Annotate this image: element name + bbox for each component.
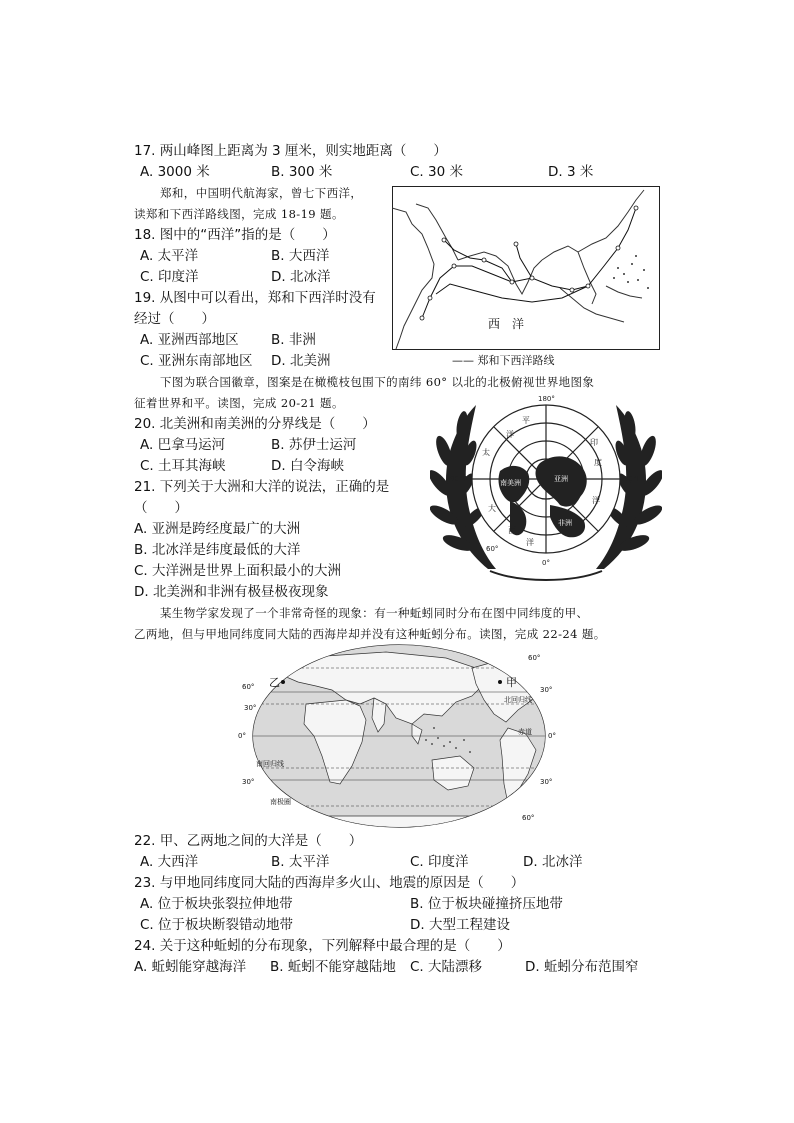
q21-stem-line1: 21. 下列关于大洲和大洋的说法，正确的是	[134, 479, 390, 495]
q21-option-c: C. 大洋洲是世界上面积最小的大洲	[134, 563, 342, 579]
q21-option-b: B. 北冰洋是纬度最低的大洋	[134, 542, 301, 558]
intro-22-line2: 乙两地，但与甲地同纬度同大陆的西海岸却并没有这种蚯蚓分布。读图，完成 22-24 题。	[134, 627, 606, 641]
q19-option-c: C. 亚洲东南部地区	[140, 353, 253, 369]
wm-yi-label: 乙	[269, 676, 280, 689]
un-char-5: 印	[590, 438, 598, 447]
wm-lat-left-30s: 30°	[242, 778, 255, 786]
un-label-africa: 非洲	[558, 519, 572, 527]
un-char-6: 度	[594, 458, 602, 467]
zhenghe-route-map	[392, 186, 660, 350]
q23-option-a: A. 位于板块张裂拉伸地带	[140, 896, 293, 912]
zhenghe-ocean-label: 西 洋	[488, 317, 525, 331]
q21-option-d: D. 北美洲和非洲有极昼极夜现象	[134, 584, 329, 600]
un-label-0: 0°	[542, 559, 550, 567]
un-char-4: 大	[488, 504, 496, 513]
q17-option-b: B. 300 米	[271, 164, 333, 180]
q19-stem-line1: 19. 从图中可以看出，郑和下西洋时没有	[134, 290, 376, 306]
q22-option-c: C. 印度洋	[410, 854, 469, 870]
intro-20-line1: 下图为联合国徽章，图案是在橄榄枝包围下的南纬 60° 以北的北极俯视世界地图象	[160, 375, 595, 389]
un-char-1: 平	[522, 416, 530, 425]
un-label-60: 60°	[486, 545, 499, 553]
q19-option-b: B. 非洲	[271, 332, 316, 348]
q23-option-d: D. 大型工程建设	[410, 917, 510, 933]
q24-option-d: D. 蚯蚓分布范围窄	[525, 959, 639, 975]
intro-18-line1: 郑和，中国明代航海家，曾七下西洋，	[160, 186, 363, 200]
q21-stem-line2: （ ）	[134, 500, 188, 516]
q20-option-c: C. 土耳其海峡	[140, 458, 226, 474]
q24-stem: 24. 关于这种蚯蚓的分布现象，下列解释中最合理的是（ ）	[134, 938, 511, 954]
q18-option-d: D. 北冰洋	[271, 269, 331, 285]
q23-stem: 23. 与甲地同纬度同大陆的西海岸多火山、地震的原因是（ ）	[134, 875, 525, 891]
q17-option-c: C. 30 米	[410, 164, 463, 180]
intro-22-line1: 某生物学家发现了一个非常奇怪的现象：有一种蚯蚓同时分布在图中同纬度的甲、	[160, 606, 589, 620]
un-char-9: 洋	[526, 538, 534, 547]
world-map	[236, 644, 562, 828]
wm-lat-left-0: 0°	[238, 732, 246, 740]
wm-lat-left-60: 60°	[242, 683, 255, 691]
q24-option-a: A. 蚯蚓能穿越海洋	[134, 959, 247, 975]
q22-stem: 22. 甲、乙两地之间的大洋是（ ）	[134, 833, 363, 849]
q18-option-c: C. 印度洋	[140, 269, 199, 285]
wm-lat-right-60: 60°	[528, 654, 541, 662]
q24-option-b: B. 蚯蚓不能穿越陆地	[270, 959, 396, 975]
un-char-8: 西	[508, 526, 516, 535]
intro-20-line2: 征着世界和平。读图，完成 20-21 题。	[134, 396, 344, 410]
wm-lat-right-0: 0°	[548, 732, 556, 740]
q20-option-a: A. 巴拿马运河	[140, 437, 226, 453]
q19-option-a: A. 亚洲西部地区	[140, 332, 239, 348]
q20-stem: 20. 北美洲和南美洲的分界线是（ ）	[134, 416, 376, 432]
un-char-2: 洋	[506, 430, 514, 439]
un-char-7: 洋	[592, 496, 600, 505]
un-label-90e: 90°E	[624, 475, 641, 483]
q18-option-a: A. 太平洋	[140, 248, 199, 264]
q19-option-d: D. 北美洲	[271, 353, 331, 369]
q17-option-a: A. 3000 米	[140, 164, 210, 180]
q18-option-b: B. 大西洋	[271, 248, 330, 264]
wm-jia-label: 甲	[506, 676, 517, 689]
wm-lat-right-30: 30°	[540, 686, 553, 694]
intro-18-line2: 读郑和下西洋路线图，完成 18-19 题。	[134, 207, 344, 221]
wm-tropic-south: 南回归线	[256, 760, 284, 768]
wm-antarctic-circle: 南极圈	[270, 798, 291, 806]
q23-option-b: B. 位于板块碰撞挤压地带	[410, 896, 563, 912]
wm-lat-left-30: 30°	[244, 704, 257, 712]
wm-equator: 赤道	[518, 728, 532, 736]
un-label-90w: 90°W	[450, 475, 470, 483]
q22-option-a: A. 大西洋	[140, 854, 199, 870]
q24-option-c: C. 大陆漂移	[410, 959, 483, 975]
q23-option-c: C. 位于板块断裂错动地带	[140, 917, 294, 933]
q18-stem: 18. 图中的“西洋”指的是（ ）	[134, 227, 336, 243]
q20-option-b: B. 苏伊士运河	[271, 437, 357, 453]
un-emblem	[430, 393, 662, 587]
un-label-south-america: 南美洲	[500, 479, 521, 487]
un-char-3: 太	[482, 448, 490, 457]
q17-stem: 17. 两山峰图上距离为 3 厘米，则实地距离（ ）	[134, 143, 447, 159]
un-label-180: 180°	[538, 395, 555, 403]
un-label-asia: 亚洲	[554, 475, 568, 483]
q19-stem-line2: 经过（ ）	[134, 311, 215, 327]
wm-tropic-north: 北回归线	[504, 696, 532, 704]
q22-option-b: B. 太平洋	[271, 854, 330, 870]
wm-lat-right-60s: 60°	[522, 814, 535, 822]
wm-lat-right-30s: 30°	[540, 778, 553, 786]
q22-option-d: D. 北冰洋	[523, 854, 583, 870]
q21-option-a: A. 亚洲是跨经度最广的大洲	[134, 521, 301, 537]
zhenghe-legend: —— 郑和下西洋路线	[452, 354, 555, 367]
q20-option-d: D. 白令海峡	[271, 458, 344, 474]
q17-option-d: D. 3 米	[548, 164, 594, 180]
